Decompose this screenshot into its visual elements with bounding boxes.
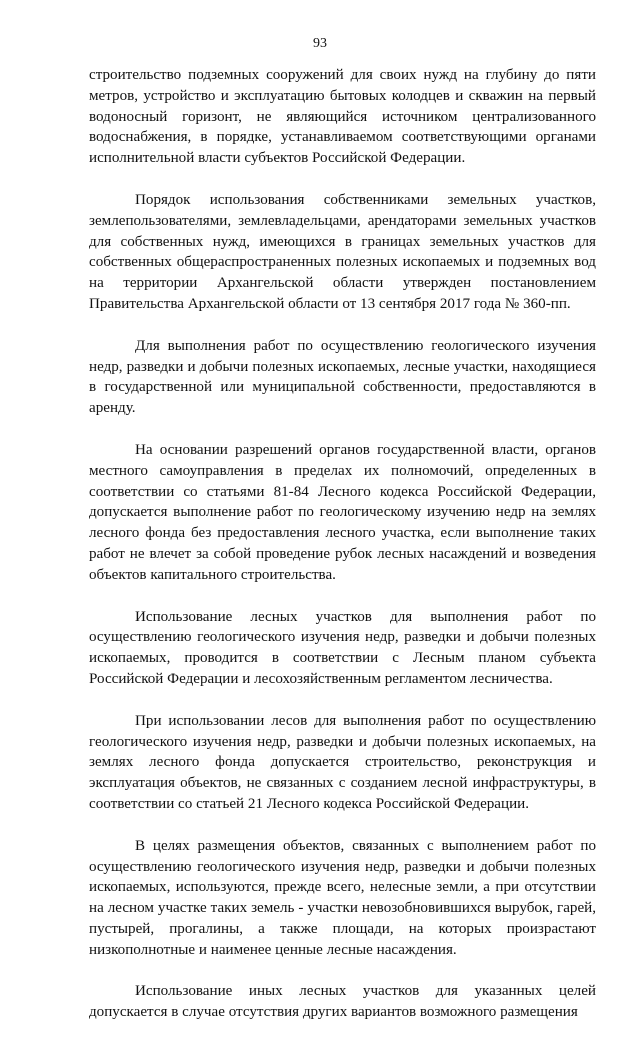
paragraph-other-plots: Использование иных лесных участков для указанных целей допускается в случае отсутствия других вариантов возможного размещения bbox=[89, 983, 596, 1021]
paragraph-permits: На основании разрешений органов государственной власти, органов местного самоуправления в пределах их полномочий, определенных в соответствии со статьями 81-84 Лесного кодекса Российской Федерации, допускается выполнение работ по геологическому изучению недр на землях лесного фонда без предоставления лесного участка, если выполнение таких работ не влечет за собой проведение рубок лесных насаждений и возведения объектов капитального строительства. bbox=[89, 441, 596, 583]
paragraph-continuation: строительство подземных сооружений для своих нужд на глубину до пяти метров, устройство и эксплуатацию бытовых колодцев и скважин на первый водоносный горизонт, не являющийся источником централизованного водоснабжения, в порядке, устанавливаемом соответствующими органами исполнительной власти субъектов Российской Федерации. bbox=[89, 67, 596, 167]
paragraph-lease: Для выполнения работ по осуществлению геологического изучения недр, разведки и добычи полезных ископаемых, лесные участки, находящиеся в государственной или муниципальной собственности, предоставляются в аренду. bbox=[89, 337, 596, 417]
paragraph-construction: При использовании лесов для выполнения работ по осуществлению геологического изучения недр, разведки и добычи полезных ископаемых, на землях лесного фонда допускается строительство, реконструкция и эксплуатация объектов, не связанных с созданием лесной инфраструктуры, в соответствии со статьей 21 Лесного кодекса Российской Федерации. bbox=[89, 712, 596, 812]
page-number: 93 bbox=[313, 36, 327, 51]
paragraph-procedure: Порядок использования собственниками земельных участков, землепользователями, землевладельцами, арендаторами земельных участков для собственных нужд, имеющихся в границах земельных участков для собственных общераспространенных полезных ископаемых и подземных вод на территории Архангельской области утвержден постановлением Правительства Архангельской области от 13 сентября 2017 года № 360-пп. bbox=[89, 191, 596, 312]
page-body bbox=[89, 65, 596, 1044]
paragraph-forest-plan: Использование лесных участков для выполнения работ по осуществлению геологического изучения недр, разведки и добычи полезных ископаемых, проводится в соответствии с Лесным планом субъекта Российской Федерации и лесохозяйственным регламентом лесничества. bbox=[89, 608, 596, 687]
paragraph-placement: В целях размещения объектов, связанных с выполнением работ по осуществлению геологического изучения недр, разведки и добычи полезных ископаемых, используются, прежде всего, нелесные земли, а при отсутствии на лесном участке таких земель - участки невозобновившихся вырубок, гарей, пустырей, прогалины, а также площади, на которых произрастают низкополнотные и наименее ценные лесные насаждения. bbox=[89, 837, 596, 958]
